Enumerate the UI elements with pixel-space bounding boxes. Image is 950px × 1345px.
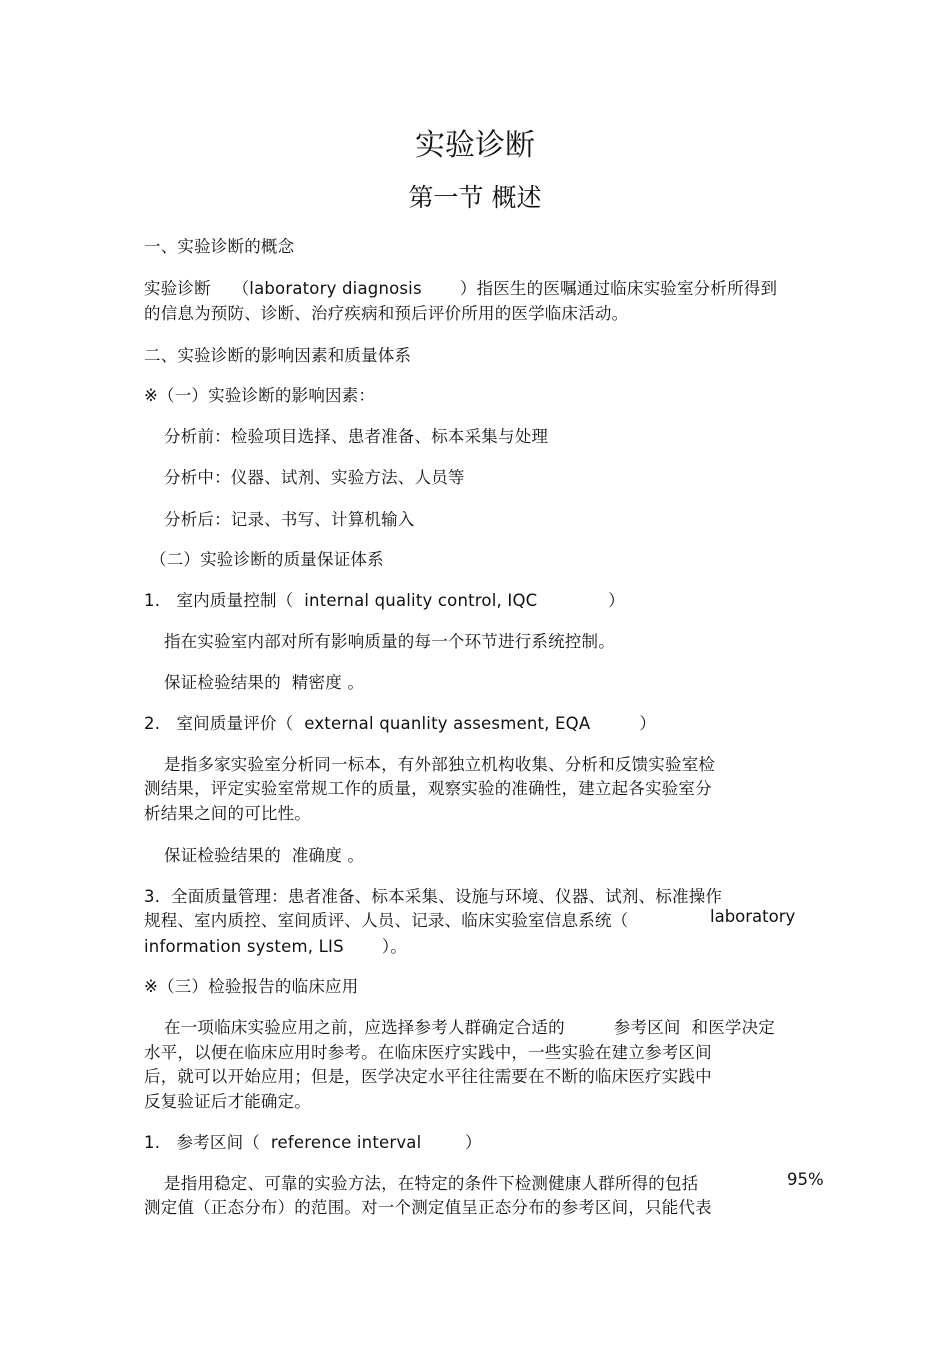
list-item: 分析后：记录、书写、计算机输入 [164,510,415,529]
subheading-quality: （二）实验诊断的质量保证体系 [150,550,384,569]
paragraph-line: 规程、室内质控、室间质评、人员、记录、临床实验室信息系统（ [144,911,629,930]
subheading-report: ※（三）检验报告的临床应用 [144,977,359,996]
paragraph-line: 的信息为预防、诊断、治疗疾病和预后评价所用的医学临床活动。 [144,304,629,323]
page-title: 实验诊断 [415,128,535,163]
list-item: 分析中：仪器、试剂、实验方法、人员等 [164,468,465,487]
paragraph-fragment: 95% [787,1170,824,1189]
paragraph-line: 测结果，评定实验室常规工作的质量，观察实验的准确性，建立起各实验室分 [144,779,712,798]
list-item: 分析前：检验项目选择、患者准备、标本采集与处理 [164,427,549,446]
paragraph-line: 水平，以便在临床应用时参考。在临床医疗实践中，一些实验在建立参考区间 [144,1043,712,1062]
list-item-eqa: 2. 室间质量评价（ external quanlity assesment, EQA ） [144,714,657,733]
subheading-factors: ※（一）实验诊断的影响因素： [144,386,376,405]
paragraph-line: 实验诊断 （laboratory diagnosis ）指医生的医嘱通过临床实验室分析所得到 [144,279,778,298]
paragraph-line: 指在实验室内部对所有影响质量的每一个环节进行系统控制。 [164,632,615,651]
paragraph-line: 是指多家实验室分析同一标本，有外部独立机构收集、分析和反馈实验室检 [164,755,716,774]
paragraph-line: 反复验证后才能确定。 [144,1092,311,1111]
list-item-reference-interval: 1. 参考区间（ reference interval ） [144,1133,482,1152]
paragraph-line: 在一项临床实验应用之前，应选择参考人群确定合适的 参考区间 和医学决定 [164,1018,775,1037]
list-item-tqm: 3. 全面质量管理：患者准备、标本采集、设施与环境、仪器、试剂、标准操作 [144,887,723,906]
heading-factors: 二、实验诊断的影响因素和质量体系 [144,346,412,365]
paragraph-line: information system, LIS ）。 [144,937,408,956]
paragraph-line: 测定值（正态分布）的范围。对一个测定值呈正态分布的参考区间，只能代表 [144,1198,712,1217]
paragraph-fragment: laboratory [710,907,796,926]
paragraph-line: 析结果之间的可比性。 [144,804,311,823]
section-title: 第一节 概述 [408,183,542,212]
paragraph-line: 是指用稳定、可靠的实验方法，在特定的条件下检测健康人群所得的包括 [164,1174,699,1193]
heading-concept: 一、实验诊断的概念 [144,237,295,256]
list-item-iqc: 1. 室内质量控制（ internal quality control, IQC ） [144,591,625,610]
paragraph-line: 保证检验结果的 精密度 。 [164,673,365,692]
paragraph-line: 保证检验结果的 准确度 。 [164,846,365,865]
paragraph-line: 后，就可以开始应用；但是，医学决定水平往往需要在不断的临床医疗实践中 [144,1067,712,1086]
